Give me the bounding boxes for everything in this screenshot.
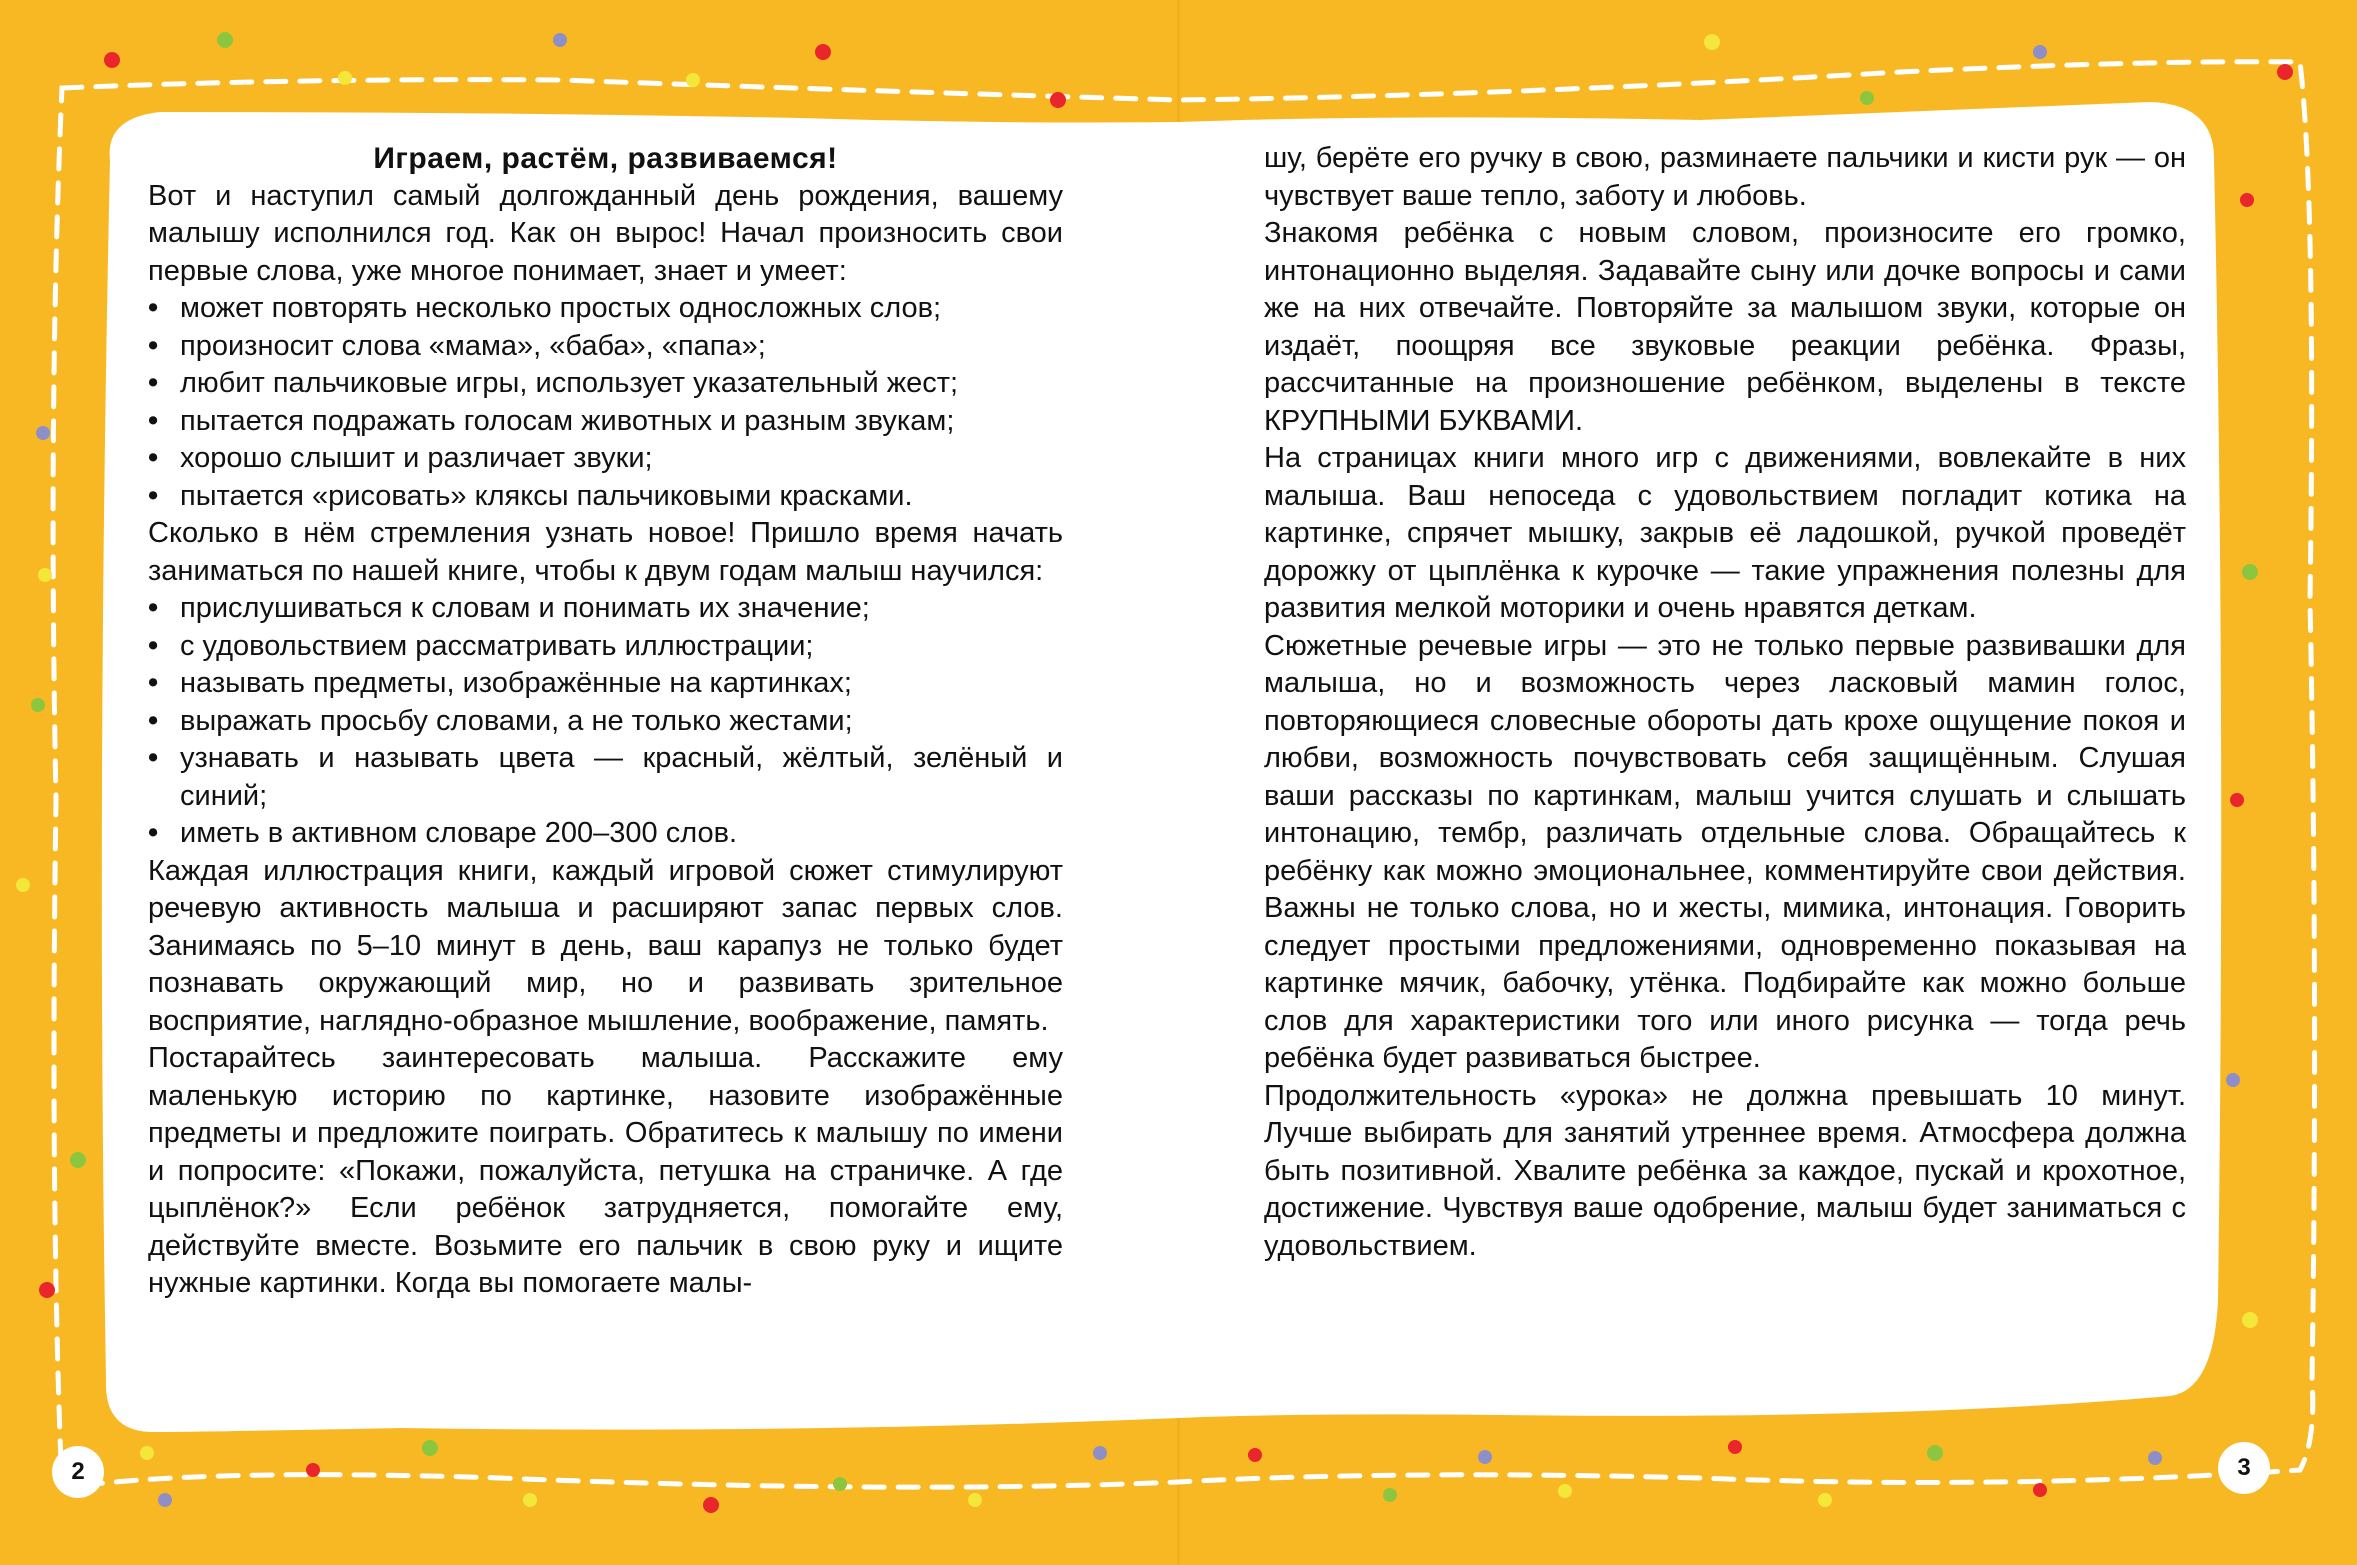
goals-intro-paragraph: Сколько в нём стремления узнать новое! Пришло время начать заниматься по нашей книге, чтобы к двум годам малыш научился: <box>148 517 1063 587</box>
body-paragraph: На страницах книги много игр с движениями, вовлекайте в них малыша. Ваш непоседа с удовольствием погладит котика на картинке, спрячет мышку, закрыв её ладошкой, ручкой проведёт дорожку от цыплёнка к курочке — такие упражнения полезны для развития мелкой моторики и очень нравятся деткам. <box>1264 442 2186 624</box>
right-page-text <box>1264 140 2186 1265</box>
body-paragraph: Постарайтесь заинтересовать малыша. Расскажите ему маленькую историю по картинке, назовите изображённые предметы и предложите поиграть. Обратитесь к малышу по имени и попросите: «Покажи, пожалуйста, петушка на страничке. А где цыплёнок?» Если ребёнок затрудняется, помогайте ему, действуйте вместе. Возьмите его пальчик в свою руку и ищите нужные картинки. Когда вы помогаете малы- <box>148 1042 1063 1299</box>
intro-paragraph: Вот и наступил самый долгожданный день рождения, вашему малышу исполнился год. Как он вырос! Начал произносить свои первые слова, уже многое понимает, знает и умеет: <box>148 179 1063 287</box>
body-paragraph: Каждая иллюстрация книги, каждый игровой сюжет стимулируют речевую активность малыша и расширяют запас первых слов. Занимаясь по 5–10 минут в день, ваш карапуз не только будет познавать окружающий мир, но и развивать зрительное восприятие, наглядно-образное мышление, воображение, память. <box>148 854 1063 1037</box>
body-paragraph: шу, берёте его ручку в свою, разминаете пальчики и кисти рук — он чувствует ваше тепло, заботу и любовь. <box>1264 142 2186 212</box>
page-number-right: 3 <box>2218 1442 2270 1494</box>
list-item: • выражать просьбу словами, а не только жестами; <box>148 703 1063 741</box>
list-item: • хорошо слышит и различает звуки; <box>148 440 1063 478</box>
list-item: • может повторять несколько простых односложных слов; <box>148 290 1063 328</box>
list-item: • с удовольствием рассматривать иллюстрации; <box>148 628 1063 666</box>
list-item: • любит пальчиковые игры, использует указательный жест; <box>148 365 1063 403</box>
goals-list <box>148 590 1063 853</box>
body-paragraph: Продолжительность «урока» не должна превышать 10 минут. Лучше выбирать для занятий утреннее время. Атмосфера должна быть позитивной. Хвалите ребёнка за каждое, пускай и крохотное, достижение. Чувствуя ваше одобрение, малыш будет заниматься с удовольствием. <box>1264 1079 2186 1262</box>
list-item: • называть предметы, изображённые на картинках; <box>148 665 1063 703</box>
list-item: • прислушиваться к словам и понимать их значение; <box>148 590 1063 628</box>
section-heading: Играем, растём, развиваемся! <box>373 142 838 175</box>
skills-list <box>148 290 1063 515</box>
list-item: • узнавать и называть цвета — красный, жёлтый, зелёный и синий; <box>148 740 1063 815</box>
body-paragraph: Знакомя ребёнка с новым словом, произносите его громко, интонационно выделяя. Задавайте сыну или дочке вопросы и сами же на них отвечайте. Повторяйте за малышом звуки, которые он издаёт, поощряя все звуковые реакции ребёнка. Фразы, рассчитанные на произношение ребёнком, выделены в тексте КРУПНЫМИ БУКВАМИ. <box>1264 217 2186 437</box>
body-paragraph: Сюжетные речевые игры — это не только первые развивашки для малыша, но и возможность через ласковый мамин голос, повторяющиеся словесные обороты дать крохе ощущение покоя и любви, возможность почувствовать себя защищённым. Слушая ваши рассказы по картинкам, малыш учится слушать и слышать интонацию, тембр, различать отдельные слова. Обращайтесь к ребёнку как можно эмоциональнее, комментируйте свои действия. Важны не только слова, но и жесты, мимика, интонация. Говорить следует простыми предложениями, одновременно показывая на картинке мячик, бабочку, утёнка. Подбирайте как можно больше слов для характеристики того или иного рисунка — тогда речь ребёнка будет развиваться быстрее. <box>1264 629 2186 1074</box>
list-item: • пытается «рисовать» кляксы пальчиковыми красками. <box>148 478 1063 516</box>
list-item: • пытается подражать голосам животных и разным звукам; <box>148 403 1063 441</box>
page-number-left: 2 <box>52 1446 104 1498</box>
list-item: • иметь в активном словаре 200–300 слов. <box>148 815 1063 853</box>
list-item: • произносит слова «мама», «баба», «папа»; <box>148 328 1063 366</box>
left-page-text <box>148 140 1063 1303</box>
